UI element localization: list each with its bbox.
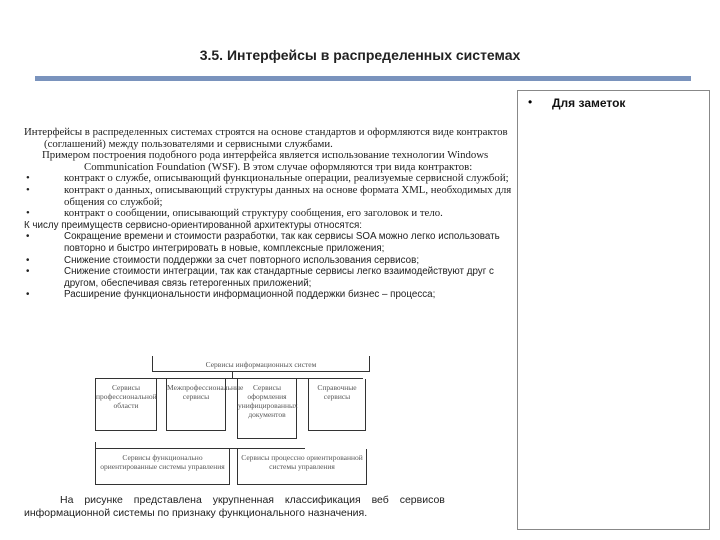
list-item: [24, 231, 514, 254]
bullet: •: [26, 172, 30, 185]
diagram-box: Сервисы функционально ориентированные системы управления: [95, 449, 230, 485]
diagram-root: Сервисы информационных систем: [152, 356, 370, 372]
diagram-box: Сервисы оформления унифицированных документов: [237, 379, 297, 439]
classification-diagram: [92, 356, 402, 486]
title-divider: [35, 76, 691, 81]
figure-caption: [24, 494, 502, 520]
paragraph: К числу преимуществ сервисно-ориентированной архитектуры относятся:: [24, 219, 363, 231]
bullet: •: [26, 266, 30, 278]
caption-line: информационной системы по признаку функционального назначения.: [24, 507, 368, 519]
paragraph: Примером построения подобного рода интерфейса является использование технологии Windows Communication Foundation (WSF). В этом случае оформляются три вида контрактов:: [42, 149, 489, 173]
list-item-text: Сокращение времени и стоимости разработки, так как сервисы SOA можно легко использовать повторно и быстро интегрировать в новые, комплексные приложения;: [64, 231, 500, 254]
paragraph: Интерфейсы в распределенных системах строятся на основе стандартов и оформляются виде контрактов (соглашений) между пользователями и сервисными службами.: [24, 126, 508, 150]
caption-line: На рисунке представлена укрупненная классификация веб сервисов: [60, 494, 445, 506]
list-item-text: контракт о сообщении, описывающий структуру сообщения, его заголовок и тело.: [64, 207, 443, 220]
diagram-box: Сервисы процессно ориентированной системы управления: [237, 449, 367, 485]
bullet: •: [26, 231, 30, 243]
bullet: •: [26, 183, 30, 196]
diagram-box: Сервисы профессиональной области: [95, 379, 157, 431]
bullet: •: [26, 254, 30, 266]
diagram-box: Межпрофессиональные сервисы: [166, 379, 226, 431]
notes-label: Для заметок: [552, 96, 626, 110]
body-text: [24, 127, 514, 301]
notes-bullet: •: [528, 95, 533, 109]
list-item-text: Снижение стоимости интеграции, так как стандартные сервисы легко взаимодействуют друг с другом, обеспечивая связь гетерогенных приложений;: [64, 266, 494, 289]
list-item-text: контракт о службе, описывающий функциональные операции, реализуемые сервисной службой;: [64, 172, 509, 185]
list-item: [24, 289, 514, 301]
list-item: [24, 185, 514, 208]
diagram-box: Справочные сервисы: [308, 379, 366, 431]
bullet: •: [26, 207, 30, 220]
list-item: [24, 266, 514, 289]
list-item-text: контракт о данных, описывающий структуры данных на основе формата XML, необходимых для общения со службой;: [64, 183, 512, 208]
notes-panel: [517, 90, 710, 530]
list-item-text: Снижение стоимости поддержки за счет повторного использования сервисов;: [64, 254, 420, 266]
list-item: [24, 255, 514, 267]
list-item: [24, 208, 514, 220]
slide-title: 3.5. Интерфейсы в распределенных системах: [199, 47, 521, 63]
list-item-text: Расширение функциональности информационной поддержки бизнес – процесса;: [64, 289, 436, 301]
bullet: •: [26, 289, 30, 301]
